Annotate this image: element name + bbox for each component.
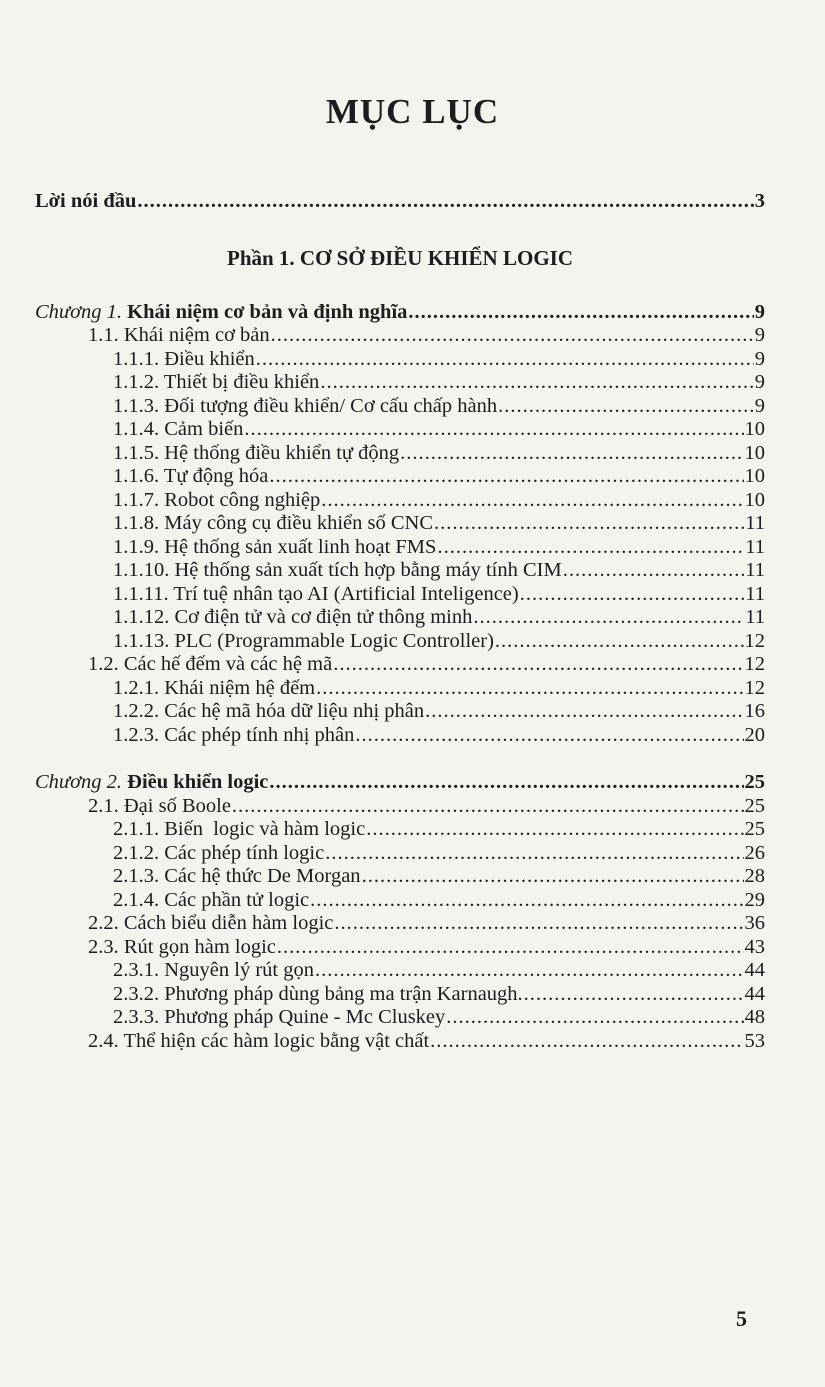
dot-leader [408, 301, 753, 324]
toc-entry [35, 348, 765, 372]
toc-entry-text: 2.1.3. Các hệ thức De Morgan [113, 865, 361, 887]
toc-entry-label [113, 1006, 445, 1029]
toc-entry [35, 889, 765, 913]
dot-leader [232, 795, 744, 818]
toc-entry-page: 26 [744, 841, 765, 864]
toc-entry [35, 936, 765, 960]
toc-entry-label [113, 959, 314, 982]
toc-entry-label [88, 795, 231, 818]
toc-entry-text: 1.1.8. Máy công cụ điều khiển số CNC [113, 512, 433, 534]
toc-entry-label [113, 865, 361, 888]
toc-entry-text: 2.1. Đại số Boole [88, 794, 231, 817]
toc-entry-label [113, 583, 519, 606]
toc-entry-text: 2.3. Rút gọn hàm logic [88, 935, 276, 958]
toc-entry-label [113, 724, 354, 747]
toc-entry-label [113, 606, 472, 629]
toc-entry [35, 865, 765, 889]
toc-entry-label [113, 630, 494, 653]
dot-leader [321, 489, 743, 512]
toc-entry [35, 842, 765, 866]
toc-entry-label: Lời nói đầu [35, 190, 137, 212]
dot-leader [325, 842, 743, 865]
dot-leader [425, 700, 743, 723]
toc-entry-page: 20 [744, 723, 765, 746]
toc-entry-text: 2.3.3. Phương pháp Quine - Mc Cluskey [113, 1006, 446, 1028]
part-heading: Phần 1. CƠ SỞ ĐIỀU KHIỂN LOGIC [227, 245, 573, 270]
toc-entry-text: 2.3.1. Nguyên lý rút gọn [113, 959, 314, 981]
toc-entry-page: 3 [754, 190, 765, 212]
toc-entry-page: 10 [744, 418, 765, 440]
toc-entry [35, 371, 765, 395]
dot-leader [334, 912, 743, 935]
toc-entry-text: 1.1.12. Cơ điện tử và cơ điện tử thông minh [113, 606, 473, 628]
toc-entry [35, 983, 765, 1007]
toc-entry-label [113, 395, 497, 418]
dot-leader [400, 442, 743, 465]
dot-leader [524, 983, 744, 1006]
toc-chapter-entry [35, 771, 765, 795]
toc-entry [35, 818, 765, 842]
toc-entry [35, 724, 765, 748]
toc-entry-page: 29 [744, 888, 765, 911]
toc-entry-text: 1.2.3. Các phép tính nhị phân [113, 723, 355, 746]
dot-leader [366, 818, 743, 841]
toc-entry-text: Khái niệm cơ bản và định nghĩa [122, 300, 408, 323]
dot-leader [473, 606, 744, 629]
toc-entry-text: 2.3.2. Phương pháp dùng bảng ma trận Karnaugh. [113, 982, 523, 1005]
toc-entry [35, 700, 765, 724]
dot-leader [495, 630, 744, 653]
dot-leader [244, 418, 743, 441]
dot-leader [269, 771, 743, 794]
toc-entry-text: 1.1.6. Tự động hóa [113, 465, 269, 487]
toc-entry-page: 10 [744, 465, 765, 487]
toc-entry [35, 465, 765, 489]
toc-entry [35, 1006, 765, 1030]
toc-entry [35, 395, 765, 419]
dot-leader [498, 395, 754, 418]
dot-leader [437, 536, 744, 559]
toc-entry [35, 512, 765, 536]
toc-entry [35, 630, 765, 654]
toc-entry [35, 606, 765, 630]
toc-entry-page: 11 [745, 582, 765, 605]
toc-entry-text: 1.1.1. Điều khiển [113, 347, 255, 370]
toc-entry-label [113, 677, 315, 700]
toc-entry-page: 9 [754, 394, 765, 417]
toc-entry [35, 536, 765, 560]
toc-entry-label [113, 842, 324, 865]
chapter-prefix: Chương 1. [35, 300, 123, 323]
toc-entry-text: 2.1.1. Biến logic và hàm logic [113, 818, 366, 840]
page-title: MỤC LỤC [325, 92, 500, 131]
toc-entry-label [88, 324, 270, 347]
toc-entry-text: 1.1.3. Đối tượng điều khiển/ Cơ cấu chấp hành [113, 394, 498, 417]
toc-entry-text: 1.2.2. Các hệ mã hóa dữ liệu nhị phân [113, 700, 425, 722]
toc-entry-page: 12 [744, 629, 765, 652]
toc-entry-text: 1.1.10. Hệ thống sản xuất tích hợp bằng máy tính CIM [113, 559, 562, 581]
toc-entry-text: 2.4. Thể hiện các hàm logic bằng vật chất [88, 1029, 430, 1052]
toc-entry-text: Điều khiển logic [122, 771, 269, 793]
toc-entry-label [35, 301, 407, 324]
toc-entry-page: 36 [744, 912, 765, 934]
toc-entry-page: 43 [744, 935, 765, 958]
dot-leader [310, 889, 743, 912]
toc-entry-text: 1.1.4. Cảm biến [113, 418, 244, 440]
toc-entry-page: 53 [744, 1029, 765, 1052]
dot-leader [256, 348, 754, 371]
toc-entry [35, 795, 765, 819]
dot-leader [333, 653, 743, 676]
toc-entry-text: 1.1.5. Hệ thống điều khiển tự động [113, 441, 400, 464]
toc-entry-page: 11 [745, 559, 765, 581]
toc-entry [35, 912, 765, 936]
toc-entry-page: 16 [744, 700, 765, 722]
toc-entry [35, 489, 765, 513]
dot-leader [430, 1030, 743, 1053]
dot-leader [277, 936, 744, 959]
toc-entry-label [113, 418, 243, 441]
toc-entry-label [113, 559, 562, 582]
toc-entry-label [35, 771, 268, 794]
toc-entry-page: 12 [744, 653, 765, 675]
toc-entry-text: 1.1.9. Hệ thống sản xuất linh hoạt FMS [113, 535, 437, 558]
toc-entry-page: 9 [754, 371, 765, 393]
dot-leader [316, 677, 743, 700]
toc-entry-preface [35, 190, 765, 214]
toc-entry-label [113, 818, 365, 841]
chapter-prefix: Chương 2. [35, 771, 123, 793]
toc-entry-page: 48 [744, 1006, 765, 1028]
toc-entry-page: 44 [744, 982, 765, 1005]
dot-leader [320, 371, 753, 394]
toc-entry-text: 1.1.13. PLC (Programmable Logic Controller) [113, 629, 494, 652]
toc-entry-label [88, 653, 332, 676]
toc-entry-text: 1.1.11. Trí tuệ nhân tạo AI (Artificial Inteligence) [113, 582, 519, 605]
dot-leader [434, 512, 744, 535]
toc-entry-page: 9 [754, 324, 765, 346]
toc-entry-page: 25 [744, 818, 765, 840]
toc-entry-label [113, 371, 319, 394]
dot-leader [269, 465, 743, 488]
toc-entry [35, 418, 765, 442]
toc-entry-text: 1.2. Các hế đếm và các hệ mã [88, 653, 333, 675]
toc-entry-page: 10 [744, 488, 765, 511]
toc-entry-page: 9 [754, 300, 765, 323]
toc-entry-page: 9 [754, 347, 765, 370]
toc-entry-page: 11 [745, 512, 765, 534]
toc-entry-text: 2.1.4. Các phần tử logic [113, 888, 310, 911]
toc-entry-label [113, 983, 523, 1006]
dot-leader [355, 724, 743, 747]
toc-entry-text: 2.2. Cách biểu diễn hàm logic [88, 912, 334, 934]
toc-entry-label [113, 489, 320, 512]
toc-entry [35, 442, 765, 466]
toc-entry-page: 10 [744, 441, 765, 464]
toc-entry-label [113, 536, 436, 559]
toc-entry-page: 25 [744, 771, 765, 793]
toc-entry-label [113, 700, 424, 723]
toc-entry-text: 1.1.7. Robot công nghiệp [113, 488, 321, 511]
toc-entry [35, 583, 765, 607]
toc-entry-label [113, 889, 309, 912]
dot-leader [563, 559, 745, 582]
dot-leader [137, 190, 753, 213]
toc-entry-label [88, 936, 276, 959]
toc-entry [35, 559, 765, 583]
toc-entry-label [113, 348, 255, 371]
toc-entry [35, 653, 765, 677]
toc-entry-page: 12 [744, 676, 765, 699]
toc-entry-label [113, 512, 433, 535]
table-of-contents [35, 190, 765, 1053]
toc-entry [35, 677, 765, 701]
toc-entry-page: 11 [745, 606, 765, 628]
toc-entry-text: 1.1.2. Thiết bị điều khiển [113, 371, 320, 393]
toc-entry [35, 1030, 765, 1054]
toc-chapter-entry [35, 301, 765, 325]
toc-entries [35, 301, 765, 1054]
dot-leader [520, 583, 745, 606]
dot-leader [446, 1006, 743, 1029]
toc-entry-page: 11 [745, 535, 765, 558]
dot-leader [362, 865, 744, 888]
dot-leader [315, 959, 744, 982]
toc-entry [35, 959, 765, 983]
toc-entry-text: 1.1. Khái niệm cơ bản [88, 324, 270, 346]
toc-entry-label [113, 442, 399, 465]
toc-entry-page: 25 [744, 794, 765, 817]
toc-entry-label [88, 912, 333, 935]
toc-entry-text: 1.2.1. Khái niệm hệ đếm [113, 676, 316, 699]
toc-entry-text: 2.1.2. Các phép tính logic [113, 841, 325, 864]
toc-entry [35, 324, 765, 348]
toc-entry-label [88, 1030, 429, 1053]
page-number: 5 [736, 1306, 747, 1331]
toc-entry-page: 44 [744, 959, 765, 981]
toc-entry-page: 28 [744, 865, 765, 887]
dot-leader [271, 324, 754, 347]
toc-entry-label [113, 465, 268, 488]
